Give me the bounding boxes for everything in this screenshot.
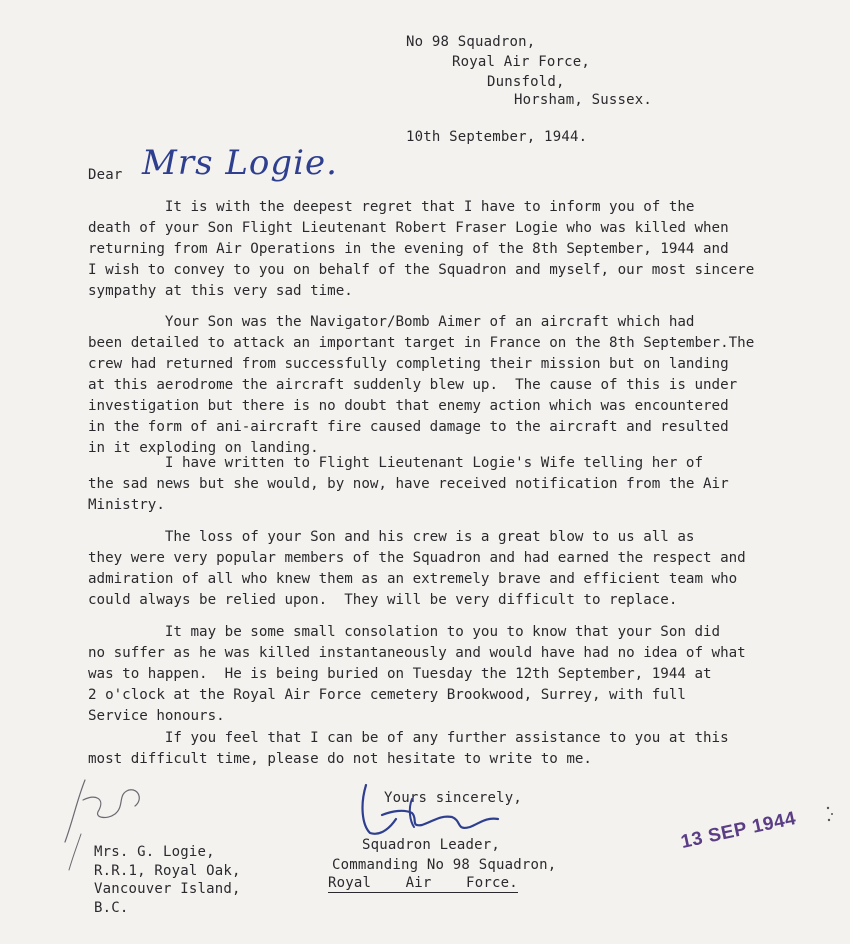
recipient-line: R.R.1, Royal Oak,: [94, 863, 241, 879]
body-line: returning from Air Operations in the evening of the 8th September, 1944 and: [88, 241, 729, 257]
body-line: It may be some small consolation to you to know that your Son did: [88, 624, 721, 640]
signatory-rank: Squadron Leader,: [362, 837, 501, 853]
body-line: 2 o'clock at the Royal Air Force cemetery Brookwood, Surrey, with full: [88, 687, 686, 703]
body-line: no suffer as he was killed instantaneously and would have had no idea of what: [88, 645, 746, 661]
body-line: It is with the deepest regret that I have to inform you of the: [88, 199, 695, 215]
body-line: most difficult time, please do not hesitate to write to me.: [88, 751, 592, 767]
closing: Yours sincerely,: [384, 790, 523, 806]
body-line: Service honours.: [88, 708, 225, 724]
body-line: admiration of all who knew them as an extremely brave and efficient team who: [88, 571, 738, 587]
salutation-dear: Dear: [88, 167, 123, 183]
recipient-line: Mrs. G. Logie,: [94, 844, 215, 860]
date-received-stamp: 13 SEP 1944: [678, 808, 798, 853]
body-line: was to happen. He is being buried on Tuesday the 12th September, 1944 at: [88, 666, 712, 682]
body-line: The loss of your Son and his crew is a great blow to us all as: [88, 529, 695, 545]
body-line: Ministry.: [88, 497, 165, 513]
body-line: at this aerodrome the aircraft suddenly blew up. The cause of this is under: [88, 377, 738, 393]
signature: [352, 775, 512, 845]
address-line: Dunsfold,: [487, 74, 565, 90]
body-line: in the form of ani-aircraft fire caused damage to the aircraft and resulted: [88, 419, 729, 435]
body-line: If you feel that I can be of any further assistance to you at this: [88, 730, 729, 746]
address-line: Horsham, Sussex.: [514, 92, 653, 108]
body-line: investigation but there is no doubt that enemy action which was encountered: [88, 398, 729, 414]
body-line: could always be relied upon. They will be very difficult to replace.: [88, 592, 678, 608]
body-line: they were very popular members of the Squadron and had earned the respect and: [88, 550, 746, 566]
body-line: I wish to convey to you on behalf of the Squadron and myself, our most sincere: [88, 262, 755, 278]
letter-date: 10th September, 1944.: [406, 129, 588, 145]
body-line: death of your Son Flight Lieutenant Robert Fraser Logie who was killed when: [88, 220, 729, 236]
body-line: been detailed to attack an important target in France on the 8th September.The: [88, 335, 755, 351]
body-line: crew had returned from successfully completing their mission but on landing: [88, 356, 729, 372]
signatory-role: Commanding No 98 Squadron,: [332, 857, 557, 873]
recipient-line: Vancouver Island,: [94, 881, 241, 897]
pencil-annotation: [55, 770, 155, 890]
address-line: No 98 Squadron,: [406, 34, 536, 50]
body-line: the sad news but she would, by now, have received notification from the Air: [88, 476, 729, 492]
body-line: sympathy at this very sad time.: [88, 283, 353, 299]
address-line: Royal Air Force,: [452, 54, 591, 70]
body-line: in it exploding on landing.: [88, 440, 319, 456]
salutation-handwritten-name: Mrs Logie.: [142, 143, 338, 183]
margin-mark: [822, 800, 842, 830]
body-line: Your Son was the Navigator/Bomb Aimer of an aircraft which had: [88, 314, 695, 330]
recipient-line: B.C.: [94, 900, 129, 916]
signatory-service: Royal Air Force.: [328, 875, 518, 891]
body-line: I have written to Flight Lieutenant Logie's Wife telling her of: [88, 455, 703, 471]
